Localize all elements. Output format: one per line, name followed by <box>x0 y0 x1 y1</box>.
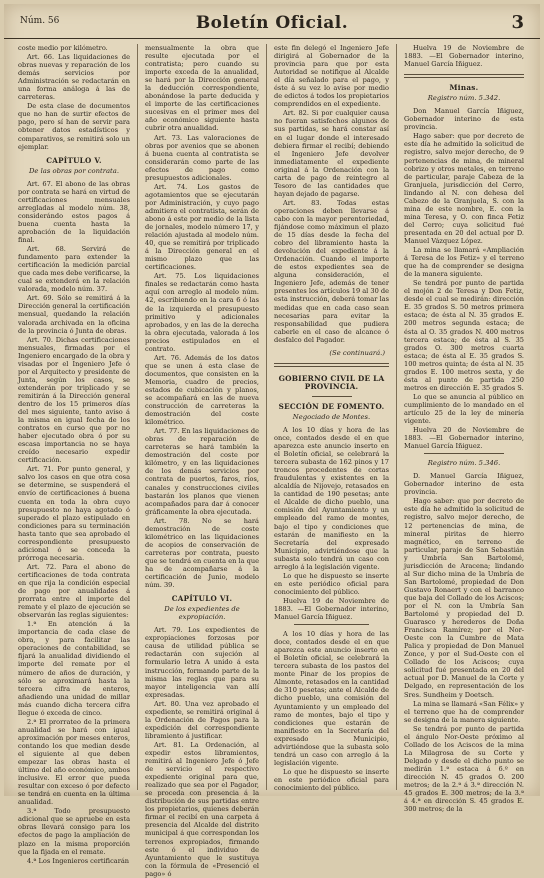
notice-paragraph: Lo que he dispuesto se inserte en este periódico oficial para conocimiento del público. <box>274 767 389 792</box>
notice-paragraph: Se tendrá por punto de partida el mojón 2 de Teresa y Don Fetiz, desde el cual se medirán: dirección E. 35 grados S. 50 metros primera estaca; de ésta al N. 35 grados E. 200 metros segunda estaca; de ésta al O. 35 grados N. 400 metros tercera estaca; de ésta al S. 35 grados O. 300 metros cuarta estaca; de ésta al E. 35 grados S. 100 metros quinta; de ésta al N. 35 grados E. 100 metros sexta, y de ésta al punto de partida 250 metros en dirección E. 35 grados S. <box>404 279 524 392</box>
article-82: Art. 82. Si por cualquier causa no fueran satisfechos algunos de sus partidas, se hará constar así en el lugar donde el interesado debiera firmar el recibí; debiendo el Ingeniero Jefe devolver inmediatamente el expediente original á la Ordenación con la carta de pago de reintegro al Tesoro de las cantidades que hayan dejado de pagarse. <box>274 109 389 198</box>
section-heading: Minas. <box>449 83 479 93</box>
column-4 <box>404 44 524 814</box>
rule-4: 4.ª Los Ingenieros certificarán <box>27 856 130 865</box>
notice-paragraph: A los 10 días y hora de las once, contados desde el en que aparezca este anuncio inserto en el Boletín oficial, se celebrará la tercera subasta de 162 pinos y 17 troncos procedentes de cortas fraudulentas y existentes en la alcaldía de Nijovejo, retasados en la cantidad de 190 pesetas; ante el Alcalde de dicho pueblo, una comisión del Ayuntamiento y un empleado del ramo de montes, bajo el tipo y condiciones que estarán de manifiesto en la Secretaría del expresado Municipio, advirtiéndose que la subasta solo tendrá un caso con arreglo á la legislación vigente. <box>274 425 389 571</box>
notice-paragraph: Lo que se anuncia al público en cumplimiento de lo mandado en el artículo 25 de la ley de minería vigente. <box>404 392 524 426</box>
article-77: Art. 77. En las liquidaciones de obras de reparación de carreteras se hará también la demostración del coste por kilómetro, y en las liquidaciones de los demás servicios por contrata de puertos, faros, ríos, canales y construcciones civiles bastarán los planos que vienen acompañados para dar á conocer gráficamente la obra ejecutada. <box>145 427 259 516</box>
notice-paragraph: D. Manuel García Iñiguez, Gobernador interino de esta provincia. <box>404 472 524 497</box>
paragraph: este fin delegó el Ingeniero Jefe dirigirá al Gobernador de la provincia para que por esta Autoridad se notifique al Alcalde el día señalado para el pago, y éste á su vez lo avise por medio de edictos á todos los propietarios comprendidos en el expediente. <box>274 44 389 109</box>
notice-paragraph: Hago saber: que por decreto de este día he admitido la solicitud de registro, salvo mejor derecho, de 12 pertenencias de mina, de mineral piritas de hierro magnético, en terreno de particular, paraje de San Sebastián y Umbría San Bartolomé, jurisdicción de Aracena; lindando al Sur dicho mina de la Umbría de San Bartolomé, propiedad de Don Gustavo Ronaert y con el barranco que baja del Collado de los Aciscos; por el N. con la Umbría San Bartolomé y propiedad del D. Guarasco y herederos de Doña Francisca Ramírez; por el Nor-Oeste con la Cumbre de Mata Palica y propiedad de Don Manuel Zonce, y por el Sud-Oeste con el Collado de los Aciscos; cuya solicitud fué presentada en 20 del actual por D. Manuel de la Corte y Delgado, en representación de los Sres. Sundheim y Doetsch. <box>404 497 524 699</box>
notice-paragraph: Don Manuel García Iñiguez, Gobernador interino de esta provincia. <box>404 107 524 132</box>
signature-line: Huelva 19 de Noviembre de 1883. —El Gobernador interino, Manuel García Iñiguez. <box>274 596 389 622</box>
section-divider <box>404 74 524 78</box>
column-1 <box>18 44 130 865</box>
section-heading: GOBIERNO CIVIL DE LA PROVINCIA. <box>278 373 385 391</box>
department-heading: Negociado de Montes. <box>292 412 371 421</box>
column-2 <box>145 44 259 878</box>
divider <box>294 624 369 625</box>
article-80: Art. 80. Una vez aprobado el expediente, se remitirá original á la Ordenación de Pagos para la expedición del correspondiente libramiento á justificar. <box>145 699 259 740</box>
article-72: Art. 72. Para el abono de certificaciones de toda contrata en que rija la condición especial de pago por anualidades á prorrata entre el importe del remate y el plazo de ejecución se observarán las reglas siguientes: <box>18 562 130 620</box>
article-81: Art. 81. La Ordenación, al expedir estos libramientos, remitirá al Ingeniero Jefe ó Jefe de servicio el respectivo expediente original para que, realizado que sea por el Pagador, se proceda con presencia á la distribución de sus partidas entre los propietarios, quienes deberán firmar el recibí en una carpeta á presencia del Alcalde del distrito municipal á que correspondan los terrenos expropiados, firmando este ó el individuo de Ayuntamiento que le sustituya con la fórmula de «Presenció el pago» ó <box>145 740 259 878</box>
column-divider <box>137 44 138 790</box>
paragraph: mensualmente la obra que resulte ejecutada por el contratista; pero cuando su importe exceda de la anualidad, se hará por la Dirección general la deducción correspondiente, abonándose la parte deducida y el importe de las certificaciones sucesivas en el primer mes del año económico siguiente hasta cubrir otra anualidad. <box>145 44 259 133</box>
notice-paragraph: La mina se llamará «San Félix» y el terreno que ha de comprender se designa de la manera siguiente. <box>404 699 524 724</box>
chapter-heading: CAPÍTULO VI. <box>171 594 233 604</box>
article-67: Art. 67. El abono de las obras por contrata se hará en virtud de certificaciones mensuales arregladas al modelo núm. 38, considerándo estos pagos á buena cuenta hasta la aprobación de la liquidación final. <box>18 179 130 245</box>
divider <box>424 453 504 454</box>
article-74: Art. 74. Los gastos de agotamientos que se ejecutarán por Administración, y cuyo pago admitiera el contratista, serán de abono á este por medio de la lista de jornales, modelo número 17, y relación ajustada al modelo núm. 40, que se remitirá por triplicado á la Dirección general en el mismo plazo que las certificaciones. <box>145 182 259 272</box>
notice-paragraph: La mina se llamará «Ampliación á Teresa de los Fetiz» y el terreno que ha de comprender se designa de la manera siguiente. <box>404 246 524 279</box>
subsection-heading: SECCIÓN DE FOMENTO. <box>278 401 385 411</box>
chapter-heading: CAPÍTULO V. <box>46 155 102 165</box>
issue-number: Núm. 56 <box>20 16 60 26</box>
newspaper-title: Boletín Oficial. <box>195 13 349 33</box>
notice-paragraph: Se tendrá por punto de partida el ángulo Nor-Oeste próximo al Collado de los Aciscos de la mina La Milagrosa de su Corte y Delgado y desde el dicho punto se medirán 1.ª estaca á 6.º en dirección N. 45 grados O. 200 metros; de la 2.ª á 3.ª dirección N. 45 grados E. 300 metros; de la 3.ª á 4.ª en dirección S. 45 grados E. 300 metros; de la <box>404 724 524 814</box>
rule-3: 3.ª Todo presupuesto adicional que se apruebe en esta obras llevará consigo para los efectos de pago la ampliación de plazo en la misma proporción que la fijada en el remate. <box>18 807 130 856</box>
page-number: 3 <box>511 12 524 33</box>
notice-paragraph: Hago saber: que por decreto de este día he admitido la solicitud de registro, salvo mejor derecho, de 9 pertenencias de mina, de mineral cobrizo y otros metales, en terreno de particular, paraje Cabeza de la Granjuela, jurisdicción del Cerro, lindando al N. con dehesa del Cabezo de la Granjuela, S. con la mina de este nombre, E. con la mina Teresa, y O. con finca Fetiz del Cerro; cuya solicitud fué presentada en 20 del actual por D. Manuel Vázquez López. <box>404 132 524 245</box>
paragraph: De esta clase de documentos que no han de surtir efectos de pago, pero sí han de servir para obtener datos estadísticos y comparativos, se remitirá solo un ejemplar. <box>18 102 130 151</box>
rule-1: 1.ª En atención á la importancia de cada clase de obra, y para facilitar las operaciones de contabilidad, se fijará la anualidad dividiendo el importe del remate por el número de años de duración, y sólo se aproximará hasta la tercera cifra de enteros, añadiendo una unidad de millar más cuando dicha tercera cifra llegue ó exceda de cinco. <box>18 620 130 717</box>
continuation-note: (Se continuará.) <box>329 348 385 357</box>
article-69: Art. 69. Sólo se remitirá á la Dirección general la certificación mensual, quedando la relación valorada archivada en la oficina de la provincia ó Junta de obras. <box>18 294 130 335</box>
article-83: Art. 83. Todas estas operaciones deben llevarse á cabo con la mayor perentoriedad, fijándose como máximun el plazo de 15 días desde la fecha del cobro del libramiento hasta la devolución del expediente á la Ordenación. Cuando el importe de estos expedientes sea de alguna consideración, el Ingeniero Jefe, además de tener presentes los artículos 19 al 30 de esta instrucción, deberá tomar las medidas que en cada caso sean necesarias para evitar la responsabilidad que pudiera caberle en el caso de alcance ó desfalco del Pagador. <box>274 198 389 344</box>
article-71: Art. 71. Por punto general, y salvo los casos en que otra cosa se determine, se suspenderá el envío de certificaciones á buena cuenta en toda la obra cuyo presupuesto no haya agotado ó superado el plazo estipulado en condiciones para su terminación hasta tanto que sea aprobado el correspondiente presupuesto adicional ó se conceda la prórroga necesaria. <box>18 465 130 562</box>
registry-number: Registro núm. 5.342. <box>427 94 501 103</box>
article-79: Art. 79. Los expedientes de expropiaciones forzosas por causa de utilidad pública se redactarán con sujeción al formulario letra A unido á esta instrucción, formando parte de la misma las reglas que para su mayor inteligencia van allí expresadas. <box>145 626 259 699</box>
masthead <box>4 4 540 39</box>
article-73: Art. 73. Las valoraciones de obras por avenios que se abonen á buena cuenta al contratista se considerarán como parte de las efectos de pago como presupuestos adicionales. <box>145 133 259 182</box>
column-divider <box>396 44 397 790</box>
article-66: Art. 66. Las liquidaciones de obras nuevas y reparación de los demás servicios por Administración se redactarán en una forma análoga á las de carreteras. <box>18 53 130 102</box>
section-divider <box>274 363 389 367</box>
newspaper-page <box>4 4 540 878</box>
article-68: Art. 68. Servirá de fundamento para extender la certificación la medición parcial que cada mes debe verificarse, la cual se extenderá en la relación valorada, modelo núm. 37. <box>18 245 130 294</box>
rule-2: 2.ª El prorrateo de la primera anualidad se hará con igual aproximación por meses enteros, contando los que median desde el siguiente al que deben empezar las obras hasta el último del año económico, ambos inclusive. El error que pueda resultar con exceso ó por defecto se tendrá en cuenta en la última anualidad. <box>18 717 130 807</box>
paragraph: coste medio por kilómetro. <box>18 44 108 52</box>
chapter-subheading: De los expedientes de expropiación. <box>164 605 240 622</box>
divider <box>312 396 352 397</box>
article-70: Art. 70. Dichas certificaciones mensuales, firmadas por el Ingeniero encargado de la obra y visadas por el Ingeniero Jefe ó por el Arquitecto y presidente de Junta, según los casos, se extenderán por triplicado y se remitirán á la Dirección general dentro de los 15 primeros días del mes siguiente, tanto aviso á la misma en igual fecha de los contratos en curso que por no haber ejecutado obra ó por su escasa importancia no se haya creído necesario expedir certificación. <box>18 335 130 465</box>
article-78: Art. 78. No se hará demostración de coste kilométrico en las liquidaciones de acopios de conservación de carreteras por contrata, puesto que se tendrá en cuenta en la que ha de acompañarse á la certificación de Junio, modelo núm. 39. <box>145 516 259 590</box>
chapter-subheading: De las obras por contrata. <box>28 166 119 175</box>
notice-paragraph: Lo que he dispuesto se inserte en este periódico oficial para conocimiento del público. <box>274 571 389 596</box>
column-divider <box>266 44 267 790</box>
signature-line: Huelva 19 de Noviembre de 1883. —El Gobernador interino, Manuel García Iñiguez. <box>404 44 524 69</box>
column-3 <box>274 44 389 790</box>
registry-number: Registro núm. 5.346. <box>427 459 501 468</box>
notice-paragraph: A los 10 días y hora de las doce, contados desde el en que aparezca este anuncio inserto en el Boletín oficial, se celebrará la tercera subasta de los pastos del monte Pinar de los propios de Almonte, retasados en la cantidad de 310 pesetas; ante el Alcalde de dicho pueblo, una comisión del Ayuntamiento y un empleado del ramo de montes, bajo el tipo y condiciones que estarán de manifiesto en la Secretaría del expresado Municipio, advirtiéndose que la subasta solo tendrá un caso con arreglo á la legislación vigente. <box>274 630 389 767</box>
article-75: Art. 75. Los liquidaciones finales se redactarán como hasta aquí con arreglo al modelo núm. 42, escribiendo en la cara 6 ó las de la izquierda el presupuesto primitivo y adicionales aprobados, y en las de la derecha la obra ejecutada, valorada á los precios estipulados en el contrato. <box>145 272 259 353</box>
signature-line: Huelva 20 de Noviembre de 1883. —El Gobernador interino, Manuel García Iñiguez. <box>404 426 524 451</box>
article-76: Art. 76. Además de los datos que se unen á esta clase de documentos, que consisten en la Memoria, cuadro de precios, estados de cubicación y planos, se acompañará en las de nueva construcción de carreteras la demostración del coste kilométrico. <box>145 353 259 427</box>
